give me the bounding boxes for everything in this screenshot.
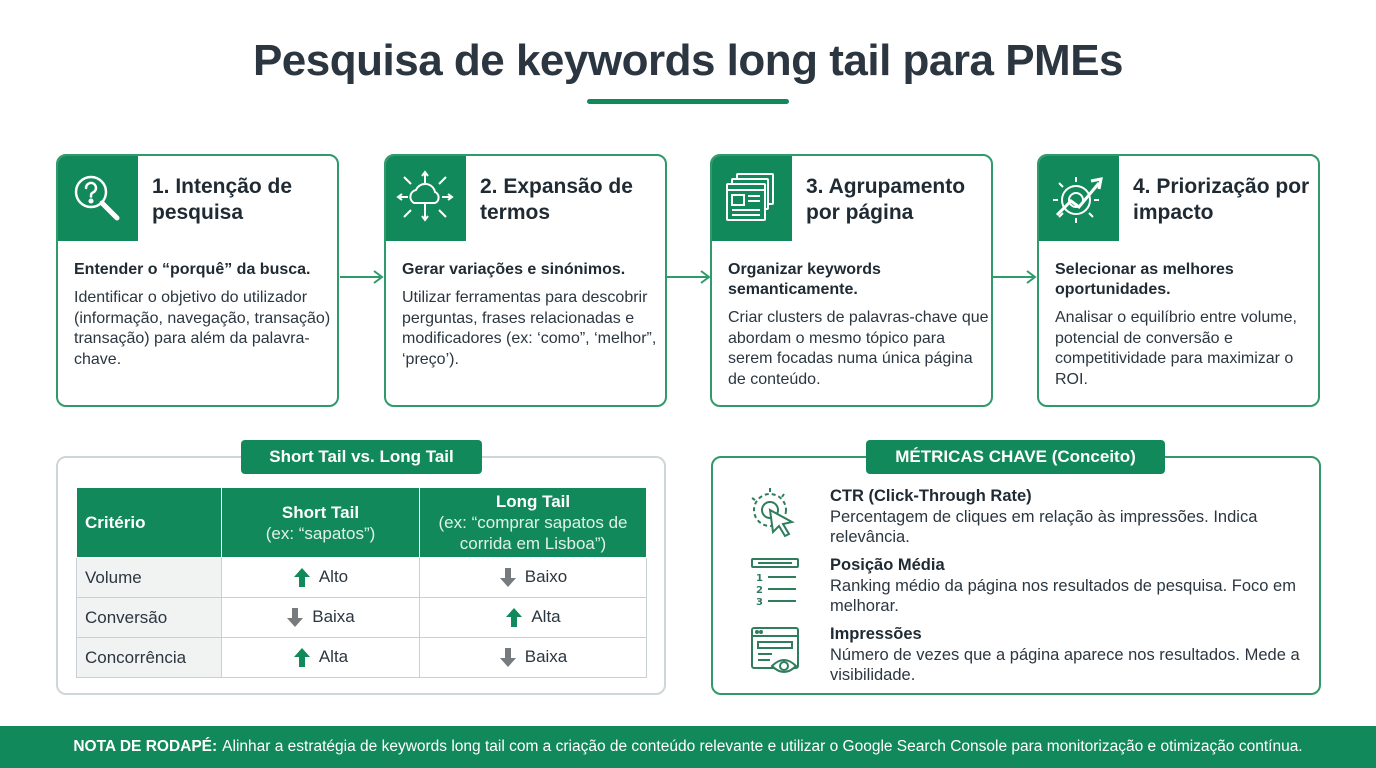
footer-text: Alinhar a estratégia de keywords long tail com a criação de conteúdo relevante e utilizar o Google Search Console para monitorização e otimização contínua. <box>222 738 1303 755</box>
short-tail-value: Baixa <box>312 606 355 626</box>
long-tail-value: Baixa <box>524 646 568 666</box>
table-row <box>77 558 647 598</box>
criterion-label: Volume <box>85 567 142 587</box>
table-row <box>77 598 647 638</box>
step-title: 4. Priorização por impacto <box>1133 175 1310 224</box>
step-title: 1. Intenção de pesquisa <box>152 175 293 224</box>
arrow-up-icon <box>293 647 311 668</box>
step-title: 2. Expansão de termos <box>480 175 633 224</box>
arrow-down-icon <box>499 567 517 588</box>
arrow-up-icon <box>505 607 523 628</box>
metric-description: Número de vezes que a página aparece nos resultados. Mede a visibilidade. <box>830 645 1300 684</box>
svg-text:2: 2 <box>756 585 763 596</box>
pages-stack-icon <box>710 154 792 241</box>
table-row <box>77 638 647 678</box>
title-underline <box>587 99 789 104</box>
step-body: Utilizar ferramentas para descobrir perguntas, frases relacionadas e modificadores (ex: ‘como”, ‘melhor”, ‘preço’). <box>402 289 657 368</box>
long-tail-value: Baixo <box>524 566 568 586</box>
table-header-criterion: Critério <box>77 488 222 558</box>
table-header-long <box>420 488 647 558</box>
long-tail-heading: Long Tail <box>495 492 571 511</box>
metric-name: Posição Média <box>830 556 945 574</box>
arrow-right-icon <box>991 267 1039 287</box>
step-body: Identificar o objetivo do utilizador (informação, navegação, transação) transação) para além da palavra-chave. <box>74 289 331 368</box>
short-tail-cell <box>222 598 420 638</box>
long-tail-cell <box>420 638 647 678</box>
metric-description: Ranking médio da página nos resultados de pesquisa. Foco em melhorar. <box>830 576 1296 615</box>
criterion-cell <box>77 598 222 638</box>
arrow-right-icon <box>338 267 386 287</box>
cloud-expand-icon <box>384 154 466 241</box>
step-title: 3. Agrupamento por página <box>806 175 966 224</box>
step-lead: Gerar variações e sinónimos. <box>402 261 626 278</box>
metric-name: Impressões <box>830 625 922 643</box>
criterion-cell <box>77 558 222 598</box>
arrow-down-icon <box>286 607 304 628</box>
comparison-table-body <box>77 558 647 678</box>
search-question-icon <box>56 154 138 241</box>
short-tail-example: (ex: “sapatos”) <box>265 523 376 543</box>
step-lead: Organizar keywords semanticamente. <box>728 261 881 298</box>
arrow-up-icon <box>293 567 311 588</box>
comparison-label: Short Tail vs. Long Tail <box>241 440 482 474</box>
metrics-label: MÉTRICAS CHAVE (Conceito) <box>866 440 1165 474</box>
criterion-cell <box>77 638 222 678</box>
step-body: Criar clusters de palavras-chave que abordam o mesmo tópico para serem focadas numa única página de conteúdo. <box>728 309 989 388</box>
short-tail-heading: Short Tail <box>281 502 360 522</box>
browser-eye-icon <box>748 624 808 680</box>
short-tail-value: Alto <box>318 566 349 586</box>
gear-growth-icon <box>1037 154 1119 241</box>
ranking-list-icon <box>748 555 808 611</box>
long-tail-example: (ex: “comprar sapatos de corrida em Lisboa”) <box>438 513 628 553</box>
arrow-down-icon <box>499 647 517 668</box>
step-card-expansion <box>384 154 667 407</box>
page-title: Pesquisa de keywords long tail para PMEs <box>252 36 1124 85</box>
long-tail-cell <box>420 598 647 638</box>
comparison-table <box>76 487 647 678</box>
table-header-short <box>222 488 420 558</box>
step-card-prioritization <box>1037 154 1320 407</box>
criterion-label: Conversão <box>85 607 168 627</box>
metric-name: CTR (Click-Through Rate) <box>830 487 1032 505</box>
click-cursor-icon <box>748 486 808 542</box>
short-tail-value: Alta <box>318 646 349 666</box>
step-lead: Selecionar as melhores oportunidades. <box>1055 261 1234 298</box>
footer-note <box>0 726 1376 768</box>
short-tail-cell <box>222 638 420 678</box>
svg-text:1: 1 <box>756 573 763 584</box>
svg-text:3: 3 <box>756 597 763 608</box>
footer-label: NOTA DE RODAPÉ: <box>73 738 218 755</box>
step-card-intent <box>56 154 339 407</box>
step-card-grouping <box>710 154 993 407</box>
metric-description: Percentagem de cliques em relação às impressões. Indica relevância. <box>830 507 1258 546</box>
short-tail-cell <box>222 558 420 598</box>
step-body: Analisar o equilíbrio entre volume, potencial de conversão e competitividade para maximizar o ROI. <box>1055 309 1297 388</box>
criterion-label: Concorrência <box>85 647 187 667</box>
arrow-right-icon <box>665 267 713 287</box>
step-lead: Entender o “porquê” da busca. <box>74 261 311 278</box>
long-tail-cell <box>420 558 647 598</box>
long-tail-value: Alta <box>531 606 561 626</box>
